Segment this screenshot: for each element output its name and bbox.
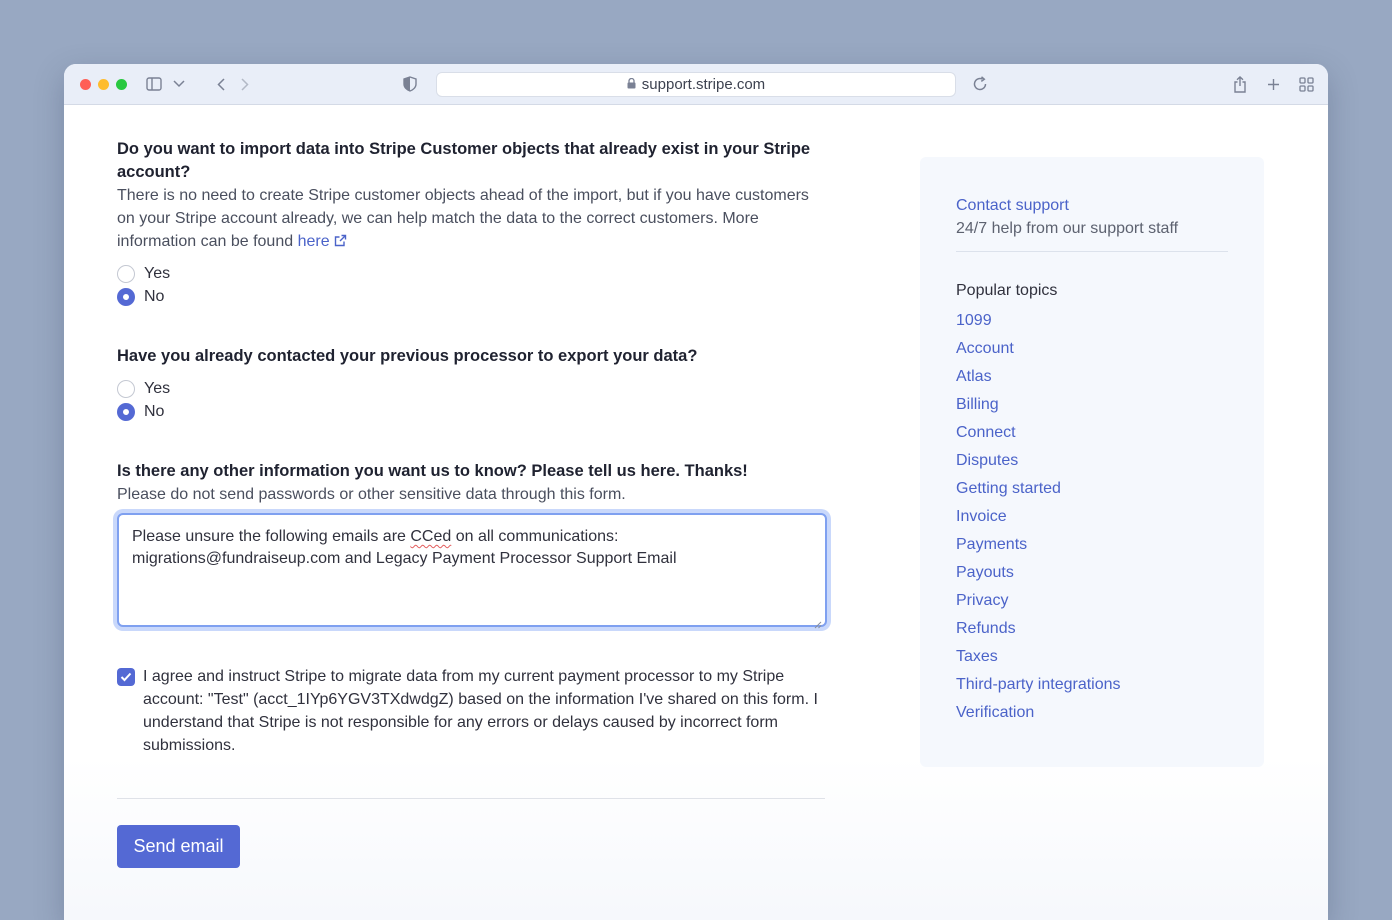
radio-no[interactable] <box>117 400 827 423</box>
radio-label: Yes <box>144 264 171 282</box>
question-title: Do you want to import data into Stripe Customer objects that already exist in your Stripe account? <box>117 140 811 181</box>
agree-checkbox[interactable] <box>117 668 135 686</box>
topic-link-atlas[interactable]: Atlas <box>956 368 992 385</box>
radio-label: No <box>144 402 165 420</box>
topic-link-payments[interactable]: Payments <box>956 536 1028 553</box>
popular-topics-heading: Popular topics <box>956 282 1058 299</box>
topic-link-invoice[interactable]: Invoice <box>956 508 1007 525</box>
radio-yes[interactable] <box>117 262 827 285</box>
maximize-window-button[interactable] <box>116 79 127 90</box>
topic-link-1099[interactable]: 1099 <box>956 312 992 329</box>
radio-button-selected[interactable] <box>117 288 135 306</box>
question-other-info <box>117 460 827 506</box>
shield-icon[interactable] <box>400 74 420 94</box>
textarea-text: Please unsure the following emails are <box>132 528 411 545</box>
radio-button[interactable] <box>117 380 135 398</box>
close-window-button[interactable] <box>80 79 91 90</box>
question-description <box>117 184 827 253</box>
topic-link-taxes[interactable]: Taxes <box>956 648 998 665</box>
topic-link-payouts[interactable]: Payouts <box>956 564 1014 581</box>
forward-icon[interactable] <box>235 74 255 94</box>
back-icon[interactable] <box>211 74 231 94</box>
chevron-down-icon[interactable] <box>169 74 189 94</box>
textarea-text: on all communications: <box>451 528 619 545</box>
checkmark-icon <box>120 672 132 682</box>
share-icon[interactable] <box>1230 74 1250 94</box>
radio-label: No <box>144 287 165 305</box>
topic-link-refunds[interactable]: Refunds <box>956 620 1016 637</box>
sidebar-divider <box>956 251 1228 252</box>
topic-link-disputes[interactable]: Disputes <box>956 452 1019 469</box>
textarea-line-2: migrations@fundraiseup.com and Legacy Payment Processor Support Email <box>132 550 677 567</box>
contact-support-link[interactable]: Contact support <box>956 197 1069 214</box>
page-content <box>64 105 1328 920</box>
question-import-customers <box>117 138 827 308</box>
resize-handle-icon[interactable] <box>814 614 822 622</box>
radio-button-selected[interactable] <box>117 403 135 421</box>
topic-link-third-party-integrations[interactable]: Third-party integrations <box>956 676 1121 693</box>
agree-text: I agree and instruct Stripe to migrate data from my current payment processor to my Stripe account: "Test" (acct_1IYp6YGV3TXdwdgZ) based on the information I've shared on this form. I understand that Stripe is not responsible for any errors or delays caused by incorrect form submissions. <box>143 668 818 754</box>
question-description: Please do not send passwords or other sensitive data through this form. <box>117 486 626 503</box>
new-tab-icon[interactable] <box>1263 74 1283 94</box>
support-sidebar <box>920 157 1264 767</box>
external-link-icon <box>334 233 347 250</box>
question-title: Is there any other information you want us to know? Please tell us here. Thanks! <box>117 462 748 480</box>
textarea-line-1 <box>132 526 812 548</box>
agreement <box>117 665 827 757</box>
radio-button[interactable] <box>117 265 135 283</box>
browser-toolbar <box>64 64 1328 105</box>
question-title: Have you already contacted your previous processor to export your data? <box>117 347 698 365</box>
topic-link-billing[interactable]: Billing <box>956 396 999 413</box>
address-bar[interactable] <box>436 72 956 97</box>
send-email-button[interactable]: Send email <box>117 825 240 868</box>
sidebar-toggle-icon[interactable] <box>144 74 164 94</box>
contact-support-subtitle: 24/7 help from our support staff <box>956 220 1179 237</box>
radio-no[interactable] <box>117 285 827 308</box>
radio-yes[interactable] <box>117 377 827 400</box>
topic-link-privacy[interactable]: Privacy <box>956 592 1009 609</box>
minimize-window-button[interactable] <box>98 79 109 90</box>
spellcheck-word[interactable]: CCed <box>410 528 452 545</box>
url-text: support.stripe.com <box>641 76 766 93</box>
lock-icon <box>627 76 636 93</box>
question-contacted-processor <box>117 345 827 423</box>
question-description-text: There is no need to create Stripe customer objects ahead of the import, but if you have customers on your Stripe account already, we can help match the data to the correct customers. More information can be found <box>117 187 809 250</box>
more-info-link[interactable] <box>298 233 347 250</box>
radio-label: Yes <box>144 379 171 397</box>
divider <box>117 798 825 799</box>
topic-link-verification[interactable]: Verification <box>956 704 1035 721</box>
other-info-textarea[interactable] <box>117 513 827 627</box>
topic-link-account[interactable]: Account <box>956 340 1014 357</box>
more-info-link-label: here <box>297 233 330 250</box>
topic-link-connect[interactable]: Connect <box>956 424 1016 441</box>
browser-window <box>64 64 1328 920</box>
reload-icon[interactable] <box>970 74 990 94</box>
tab-overview-icon[interactable] <box>1296 74 1316 94</box>
topic-link-getting-started[interactable]: Getting started <box>956 480 1061 497</box>
